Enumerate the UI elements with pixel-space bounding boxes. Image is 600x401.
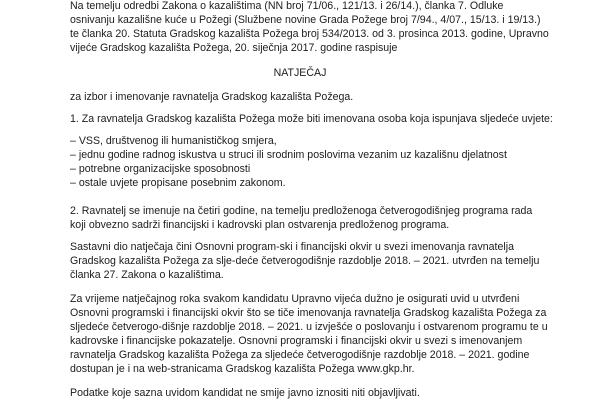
intro-line: Na temelju odredbi Zakona o kazalištima (NN broj 71/06., 121/13. i 26/14.), članka 7. Odluke (70, 0, 504, 12)
paragraph4-line: Osnovni programski i financijski okvir što se tiče imenovanja ravnatelja Gradskog kazališta Požega za (70, 307, 547, 319)
document-heading: NATJEČAJ (273, 67, 327, 79)
paragraph4-line: kadrovske i financijske pokazatelje. Osnovni programski i financijski okvir u svezi s imenovanjem (70, 335, 523, 347)
paragraph3-line: Sastavni dio natječaja čini Osnovni program-ski i financijski okvir u svezi imenovanja ravnatelja (70, 241, 514, 253)
paragraph3-line: članka 27. Zakona o kazalištima. (70, 269, 224, 281)
paragraph4-line: ravnatelja Gradskog kazališta Požega za sljedeće četverogodišnje razdoblje 2018. – 2021. godine (70, 349, 530, 361)
paragraph4-line: sljedeće četverogo-dišnje razdoblje 2018. – 2021. u izvješće o poslovanju i ostvarenom programu te u (70, 321, 548, 333)
paragraph5-line: Podatke koje sazna uvidom kandidat ne smije javno iznositi niti objavljivati. (70, 387, 420, 399)
section1-title: 1. Za ravnatelja Gradskog kazališta Požega može biti imenovana osoba koja ispunjava sljedeće uvjete: (70, 113, 553, 125)
document-subheading: za izbor i imenovanje ravnatelja Gradskog kazališta Požega. (70, 91, 354, 103)
paragraph4-line: Za vrijeme natječajnog roka svakom kandidatu Upravno vijeća dužno je osigurati uvid u utvrđeni (70, 293, 520, 305)
condition-item: – potrebne organizacijske sposobnosti (70, 163, 251, 175)
paragraph3-line: Gradskog kazališta Požega za slje-deće četverogodišnje razdoblje 2018. – 2021. utvrđen na temelju (70, 255, 540, 267)
paragraph4-line: dostupan je i na web-stranicama Gradskog kazališta Požega www.gkp.hr. (70, 363, 415, 375)
intro-line: osnivanju kazališne kuće u Požegi (Službene novine Grada Požege broj 7/94., 4/07., 15/13. i 19/13.) (70, 14, 541, 26)
condition-item: – jednu godine radnog iskustva u struci ili srodnim poslovima vezanim uz kazališnu djelatnost (70, 149, 507, 161)
condition-item: – ostale uvjete propisane posebnim zakonom. (70, 177, 286, 189)
section2-line: koji obvezno sadrži financijski i kadrovski plan ostvarenja predloženog programa. (70, 219, 450, 231)
intro-line: te članka 20. Statuta Gradskog kazališta Požega broj 534/2013. od 3. prosinca 2013. godine, Upravno (70, 28, 549, 40)
condition-item: – VSS, društvenog ili humanističkog smjera, (70, 135, 277, 147)
section2-line: 2. Ravnatelj se imenuje na četiri godine, na temelju predloženoga četverogodišnjeg programa rada (70, 205, 533, 217)
intro-line: vijeće Gradskog kazališta Požega, 20. siječnja 2017. godine raspisuje (70, 42, 398, 54)
